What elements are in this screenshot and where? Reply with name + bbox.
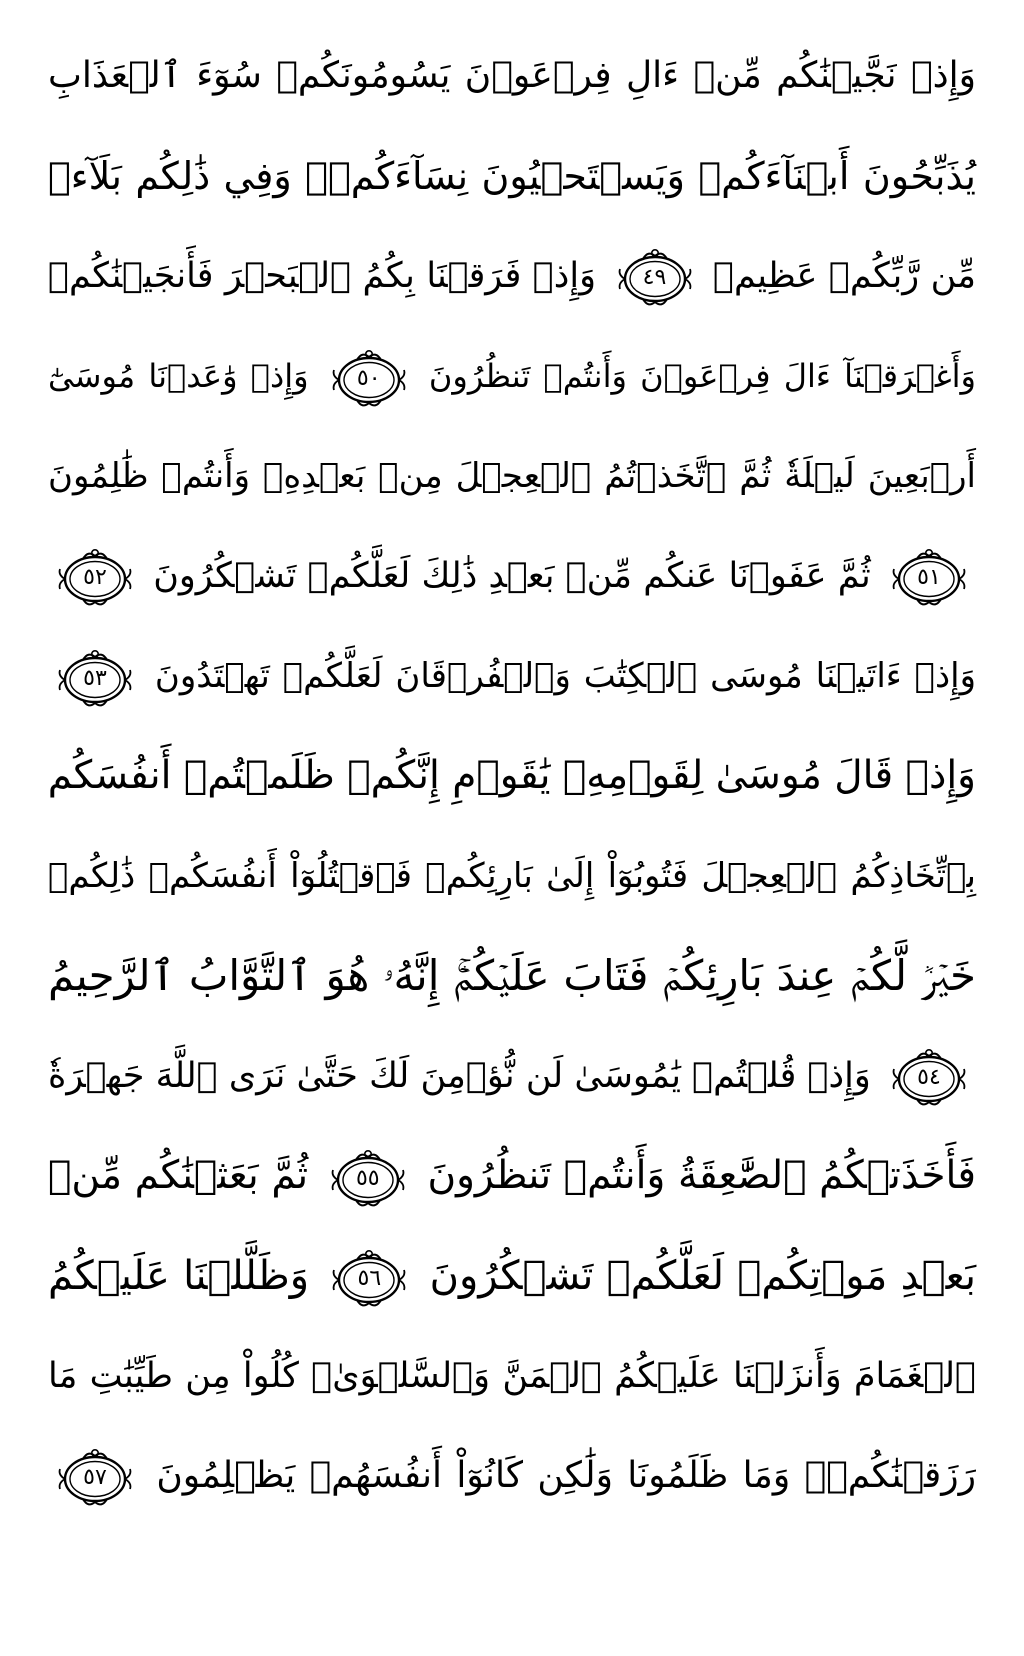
verse-text: وَإِذۡ قُلۡتُمۡ يَٰمُوسَىٰ لَن نُّؤۡمِنَ لَكَ حَتَّىٰ نَرَى ٱللَّهَ جَهۡرَةٗ bbox=[48, 1056, 871, 1096]
ayah-number-marker bbox=[890, 548, 968, 606]
ayah-number: ٥٠ bbox=[356, 366, 381, 391]
line-content bbox=[48, 526, 976, 626]
text-line bbox=[48, 1226, 976, 1326]
text-line bbox=[48, 626, 976, 726]
line-content bbox=[48, 1426, 976, 1526]
ayah-number: ٥٣ bbox=[83, 665, 107, 691]
ayah-number-marker bbox=[329, 1149, 407, 1207]
text-line bbox=[48, 1326, 976, 1426]
line-content bbox=[48, 1226, 976, 1326]
verse-text: وَأَغۡرَقۡنَآ ءَالَ فِرۡعَوۡنَ وَأَنتُمۡ تَنظُرُونَ bbox=[428, 357, 976, 395]
text-line bbox=[48, 1026, 976, 1126]
ayah-number-marker bbox=[56, 548, 134, 606]
text-line bbox=[48, 1126, 976, 1226]
mushaf-page bbox=[48, 26, 976, 1626]
verse-text: بَعۡدِ مَوۡتِكُمۡ لَعَلَّكُمۡ تَشۡكُرُونَ bbox=[429, 1253, 977, 1299]
ayah-number-marker bbox=[56, 1448, 134, 1506]
verse-text: وَإِذۡ فَرَقۡنَا بِكُمُ ٱلۡبَحۡرَ فَأَنجَيۡنَٰكُمۡ bbox=[48, 256, 597, 296]
text-line bbox=[48, 726, 976, 826]
verse-text: خَيۡرٞ لَّكُمۡ عِندَ بَارِئِكُمۡ فَتَابَ عَلَيۡكُمۡۚ إِنَّهُۥ هُوَ ٱلتَّوَّابُ ٱلرَّحِيمُ bbox=[48, 951, 976, 1000]
text-line bbox=[48, 1426, 976, 1526]
verse-text: يُذَبِّحُونَ أَبۡنَآءَكُمۡ وَيَسۡتَحۡيُونَ نِسَآءَكُمۡۚ وَفِي ذَٰلِكُم بَلَآءٞ bbox=[48, 154, 976, 198]
ayah-number-marker bbox=[330, 349, 408, 407]
line-content bbox=[48, 1126, 976, 1226]
line-content bbox=[48, 1026, 976, 1126]
line-content bbox=[48, 1326, 976, 1426]
ayah-number-marker bbox=[890, 1048, 968, 1106]
ayah-number-marker bbox=[56, 649, 134, 707]
verse-text: ٱلۡغَمَامَ وَأَنزَلۡنَا عَلَيۡكُمُ ٱلۡمَنَّ وَٱلسَّلۡوَىٰۖ كُلُواْ مِن طَيِّبَٰتِ مَا bbox=[48, 1356, 976, 1396]
verse-text: رَزَقۡنَٰكُمۡۖ وَمَا ظَلَمُونَا وَلَٰكِن كَانُوٓاْ أَنفُسَهُمۡ يَظۡلِمُونَ bbox=[156, 1455, 977, 1496]
verse-text: مِّن رَّبِّكُمۡ عَظِيمٞ bbox=[712, 256, 976, 296]
ayah-number: ٥١ bbox=[917, 565, 941, 590]
ayah-number: ٥٢ bbox=[83, 565, 107, 590]
ayah-number: ٥٥ bbox=[355, 1165, 380, 1191]
line-content bbox=[48, 326, 976, 426]
line-content bbox=[48, 126, 976, 226]
verse-text: وَإِذۡ وَٰعَدۡنَا مُوسَىٰٓ bbox=[48, 357, 309, 395]
line-content bbox=[48, 926, 976, 1026]
text-line bbox=[48, 826, 976, 926]
ayah-number: ٥٤ bbox=[917, 1065, 941, 1090]
text-line bbox=[48, 326, 976, 426]
verse-text: أَرۡبَعِينَ لَيۡلَةٗ ثُمَّ ٱتَّخَذۡتُمُ ٱلۡعِجۡلَ مِنۢ بَعۡدِهِۦ وَأَنتُمۡ ظَٰلِمُونَ bbox=[48, 456, 976, 496]
verse-text: وَإِذۡ ءَاتَيۡنَا مُوسَى ٱلۡكِتَٰبَ وَٱلۡفُرۡقَانَ لَعَلَّكُمۡ تَهۡتَدُونَ bbox=[154, 656, 977, 696]
ayah-number: ٤٩ bbox=[642, 265, 667, 290]
text-line bbox=[48, 526, 976, 626]
verse-text: ثُمَّ بَعَثۡنَٰكُم مِّنۢ bbox=[48, 1153, 309, 1198]
line-content bbox=[48, 726, 976, 826]
verse-text: وَظَلَّلۡنَا عَلَيۡكُمُ bbox=[48, 1253, 310, 1299]
ayah-number-marker bbox=[616, 248, 694, 306]
text-line bbox=[48, 226, 976, 326]
line-content bbox=[48, 226, 976, 326]
verse-text: وَإِذۡ نَجَّيۡنَٰكُم مِّنۡ ءَالِ فِرۡعَوۡنَ يَسُومُونَكُمۡ سُوٓءَ ٱلۡعَذَابِ bbox=[48, 55, 977, 96]
text-line bbox=[48, 126, 976, 226]
verse-text: فَأَخَذَتۡكُمُ ٱلصَّٰعِقَةُ وَأَنتُمۡ تَنظُرُونَ bbox=[427, 1153, 976, 1198]
verse-text: بِٱتِّخَاذِكُمُ ٱلۡعِجۡلَ فَتُوبُوٓاْ إِلَىٰ بَارِئِكُمۡ فَٱقۡتُلُوٓاْ أَنفُسَكُمۡ ذَٰلِكُمۡ bbox=[48, 856, 976, 896]
line-content bbox=[48, 626, 976, 726]
line-content bbox=[48, 826, 976, 926]
ayah-number-marker bbox=[330, 1249, 408, 1307]
verse-text: ثُمَّ عَفَوۡنَا عَنكُم مِّنۢ بَعۡدِ ذَٰلِكَ لَعَلَّكُمۡ تَشۡكُرُونَ bbox=[153, 556, 871, 596]
verse-text: وَإِذۡ قَالَ مُوسَىٰ لِقَوۡمِهِۦ يَٰقَوۡمِ إِنَّكُمۡ ظَلَمۡتُمۡ أَنفُسَكُم bbox=[47, 753, 976, 798]
text-line bbox=[48, 26, 976, 126]
ayah-number: ٥٦ bbox=[357, 1266, 382, 1291]
line-content bbox=[48, 26, 976, 126]
line-content bbox=[48, 426, 976, 526]
text-line bbox=[48, 426, 976, 526]
text-line bbox=[48, 926, 976, 1026]
ayah-number: ٥٧ bbox=[83, 1465, 107, 1490]
